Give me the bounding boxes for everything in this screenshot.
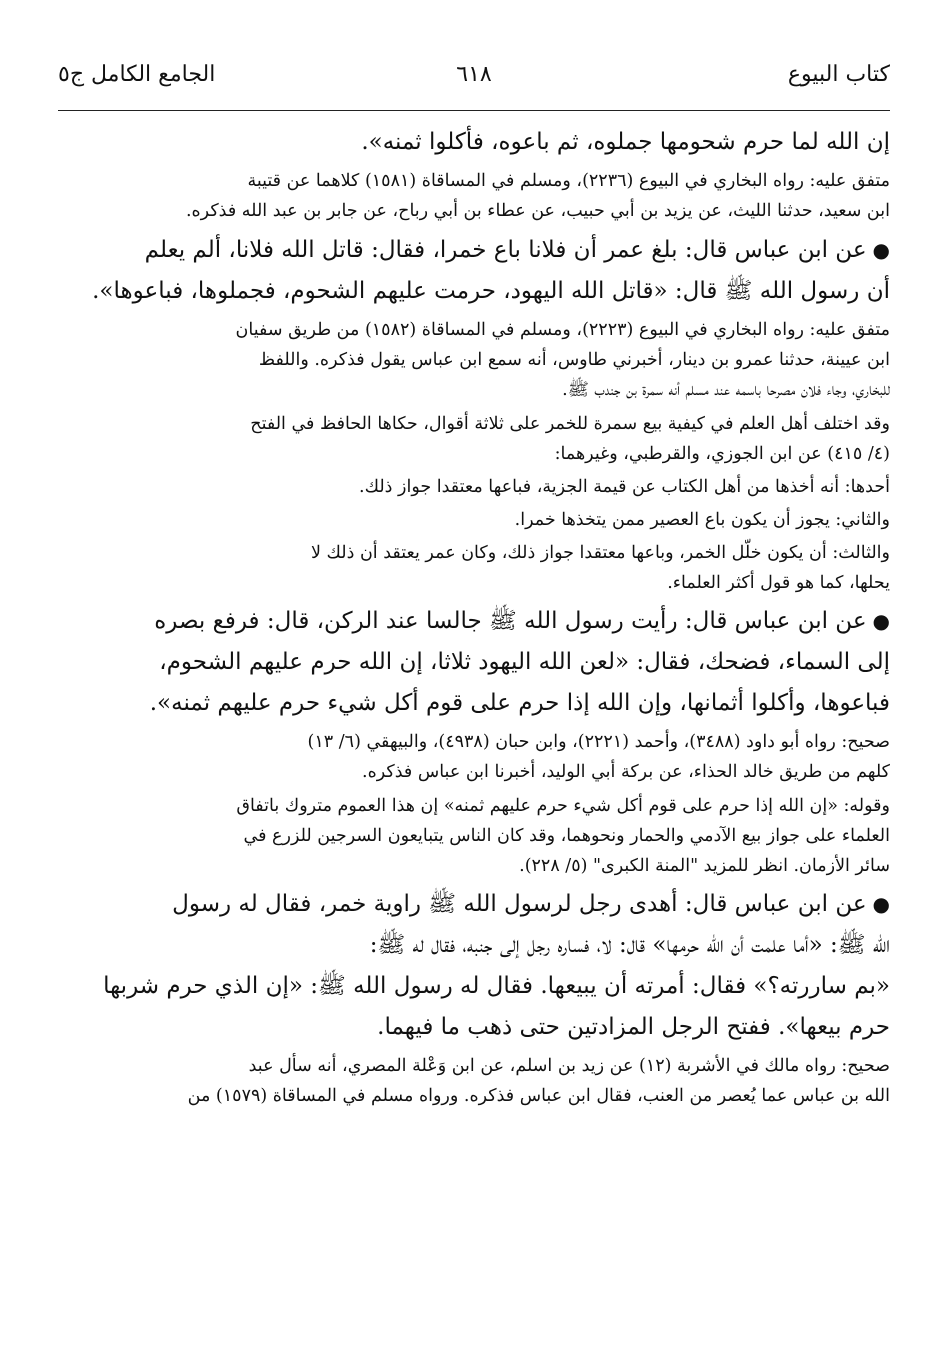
volume-title: الجامع الكامل ج٥ [58, 62, 216, 87]
hadith-text: عن ابن عباس قال: رأيت رسول الله ﷺ جالسا عند الركن، قال: فرفع بصره إلى السماء، فضحك، فقال: «لعن الله اليهود ثلاثا، إن الله حرم عليهم الشحوم، فباعوها، وأكلوا أثمانها، وإن الله إذا حرم على قوم أكل شيء حرم عليهم ثمنه». [149, 608, 890, 716]
book-title: كتاب البيوع [787, 62, 890, 87]
takhrij-note: صحيح: رواه مالك في الأشربة (١٢) عن زيد بن اسلم، عن ابن وَعْلة المصري، أنه سأل عبد الله بن عباس عما يُعصر من العنب، فقال ابن عباس فذكره. ورواه مسلم في المساقاة (١٥٧٩) من [187, 1056, 890, 1106]
takhrij-note: متفق عليه: رواه البخاري في البيوع (٢٢٣٦)، ومسلم في المساقاة (١٥٨١) كلاهما عن قتيبة ابن سعيد، حدثنا الليث، عن يزيد بن أبي حبيب، عن عطاء بن أبي رباح، عن جابر بن عبد الله فذكره. [185, 171, 890, 221]
commentary-paragraph: وقوله: «إن الله إذا حرم على قوم أكل شيء حرم عليهم ثمنه» إن هذا العموم متروك باتفاق العلماء على جواز بيع الآدمي والحمار ونحوهما، وقد كان الناس يتبايعون السرجين للزرع في سائر الأزمان. انظر للمزيد "المنة الكبرى" (٥/ ٢٢٨). [236, 796, 890, 876]
hadith-text: عن ابن عباس قال: بلغ عمر أن فلانا باع خمرا، فقال: قاتل الله فلانا، ألم يعلم أن رسول الله ﷺ قال: «قاتل الله اليهود، حرمت عليهم الشحوم، فجملوها، فباعوها». [92, 237, 890, 304]
hadith-text-continuation: إن الله لما حرم شحومها جملوه، ثم باعوه، فأكلوا ثمنه». [361, 129, 890, 155]
page-header [58, 56, 890, 111]
hadith-text: عن ابن عباس قال: أهدى رجل لرسول الله ﷺ راوية خمر، فقال له رسول الله ﷺ: «أما علمت أن الله حرمها» قال: لا، فساره رجل إلى جنبه، فقال له ﷺ: «بم ساررته؟» فقال: أمرته أن يبيعها. فقال له رسول الله ﷺ: «إن الذي حرم شربها حرم بيعها». ففتح الرجل المزادتين حتى ذهب ما فيهما. [103, 891, 890, 1040]
page-body [58, 122, 890, 1115]
commentary-paragraph: أحدها: أنه أخذها من أهل الكتاب عن قيمة الجزية، فباعها معتقدا جواز ذلك. [359, 477, 890, 497]
hadith-entry [58, 230, 890, 312]
commentary-paragraph: والثاني: يجوز أن يكون باع العصير ممن يتخذها خمرا. [514, 510, 890, 530]
hadith-entry [58, 601, 890, 724]
takhrij-note: صحيح: رواه أبو داود (٣٤٨٨)، وأحمد (٢٢٢١)، وابن حبان (٤٩٣٨)، والبيهقي (٦/ ١٣) كلهم من طريق خالد الحذاء، عن بركة أبي الوليد، أخبرنا ابن عباس فذكره. [307, 732, 890, 782]
takhrij-note: متفق عليه: رواه البخاري في البيوع (٢٢٢٣)، ومسلم في المساقاة (١٥٨٢) من طريق سفيان ابن عيينة، حدثنا عمرو بن دينار، أخبرني طاوس، أنه سمع ابن عباس يقول فذكره. واللفظ للبخاري، وجاء فلان مصرحا باسمه عند مسلم أنه سمرة بن جندب ﷺ. [235, 320, 890, 400]
hadith-bullet-icon: ● [872, 892, 890, 916]
hadith-bullet-icon: ● [872, 609, 890, 633]
commentary-paragraph: والثالث: أن يكون خلّل الخمر، وباعها معتقدا جواز ذلك، وكان عمر يعتقد أن ذلك لا يحلها، كما هو قول أكثر العلماء. [310, 543, 890, 593]
commentary-paragraph: وقد اختلف أهل العلم في كيفية بيع سمرة للخمر على ثلاثة أقوال، حكاها الحافظ في الفتح (٤/ ٤١٥) عن ابن الجوزي، والقرطبي، وغيرهما: [250, 414, 890, 464]
hadith-entry [58, 884, 890, 1048]
page-number: ٦١٨ [456, 62, 492, 87]
hadith-bullet-icon: ● [872, 238, 890, 262]
